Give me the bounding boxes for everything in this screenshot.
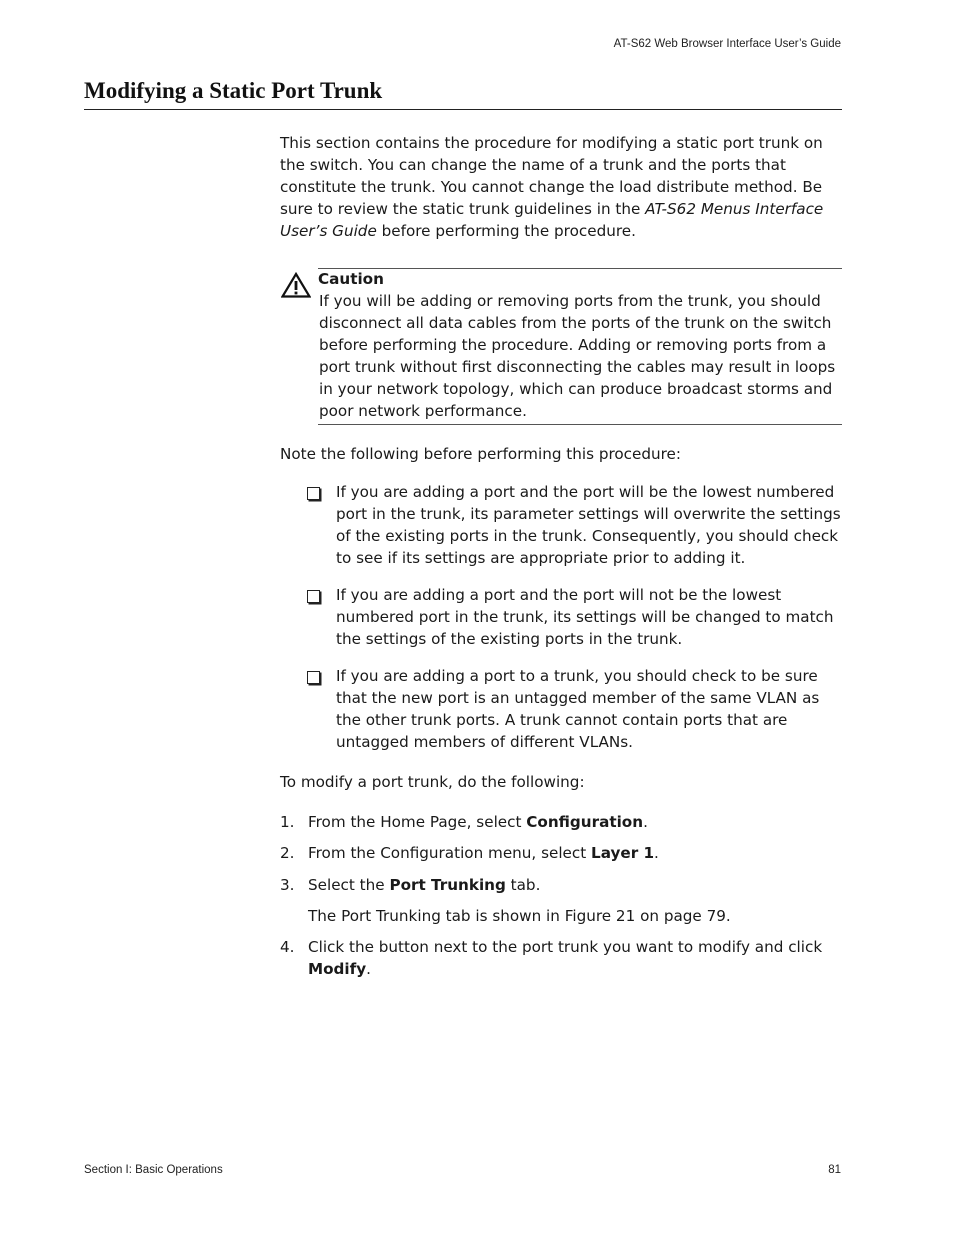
title-rule — [84, 109, 842, 110]
checkbox-bullet-icon — [307, 487, 320, 500]
caution-text: If you will be adding or removing ports from the trunk, you should disconnect all data cables from the ports of the trunk on the switch before performing the procedure. Adding or removing ports from a port trunk without first disconnecting the cables may result in loops in your network topology, which can produce broadcast storms and poor network performance. — [319, 292, 836, 420]
intro-text: This section contains the procedure for modifying a static port trunk on the switch. You can change the name of a trunk and the ports that constitute the trunk. You cannot change the load distribute method. Be sure to review the static trunk guidelines in the — [280, 134, 823, 218]
step-text-part: From the Configuration menu, select — [308, 844, 592, 862]
step-text — [308, 875, 842, 897]
running-header: AT-S62 Web Browser Interface User’s Guide — [613, 38, 841, 50]
step-text — [308, 843, 842, 865]
step-number: 2. — [280, 844, 295, 862]
steps-lead: To modify a port trunk, do the following: — [280, 773, 585, 791]
guide-reference: AT-S62 Menus Interface User’s Guide — [280, 199, 824, 240]
step-text-part: Select the — [308, 876, 390, 894]
step-text-part: . — [366, 959, 371, 978]
intro-text-end: before performing the procedure. — [376, 221, 636, 240]
page-number: 81 — [828, 1164, 841, 1176]
step-text — [308, 937, 842, 981]
step-number: 3. — [280, 876, 295, 894]
step-note: The Port Trunking tab is shown in Figure 21 on page 79. — [308, 907, 731, 925]
list-item-text: If you are adding a port and the port will be the lowest numbered port in the trunk, its parameter settings will overwrite the settings of the existing ports in the trunk. Consequently, you should check to see if its settings are appropriate prior to adding it. — [336, 483, 841, 567]
footer-section-name: Section I: Basic Operations — [84, 1164, 223, 1176]
caution-title: Caution — [318, 270, 384, 288]
section-title: Modifying a Static Port Trunk — [84, 78, 383, 103]
step-text-part: . — [654, 844, 659, 862]
step-text-part: From the Home Page, select — [308, 813, 527, 831]
button-name-label: Modify — [308, 959, 367, 978]
menu-option-label: Configuration — [526, 813, 644, 831]
list-item-text: If you are adding a port to a trunk, you should check to be sure that the new port is an untagged member of the same VLAN as the other trunk ports. A trunk cannot contain ports that are untagged members of different VLANs. — [336, 667, 820, 751]
checkbox-bullet-icon — [307, 671, 320, 684]
intro-paragraph — [280, 133, 842, 243]
list-item-text: If you are adding a port and the port will not be the lowest numbered port in the trunk, its settings will be changed to match the settings of the existing ports in the trunk. — [336, 586, 834, 648]
step-text-part: tab. — [505, 876, 541, 894]
note-lead: Note the following before performing this procedure: — [280, 445, 682, 463]
warning-triangle-icon — [281, 272, 311, 298]
caution-top-rule — [318, 268, 842, 269]
step-text-part: Click the button next to the port trunk you want to modify and click — [308, 938, 823, 956]
step-text — [308, 812, 842, 834]
step-number: 4. — [280, 938, 295, 956]
tab-name-label: Port Trunking — [389, 876, 506, 894]
step-text-part: . — [643, 813, 648, 831]
caution-bottom-rule — [318, 424, 842, 425]
step-number: 1. — [280, 813, 295, 831]
menu-option-label: Layer 1 — [591, 844, 655, 862]
checkbox-bullet-icon — [307, 590, 320, 603]
